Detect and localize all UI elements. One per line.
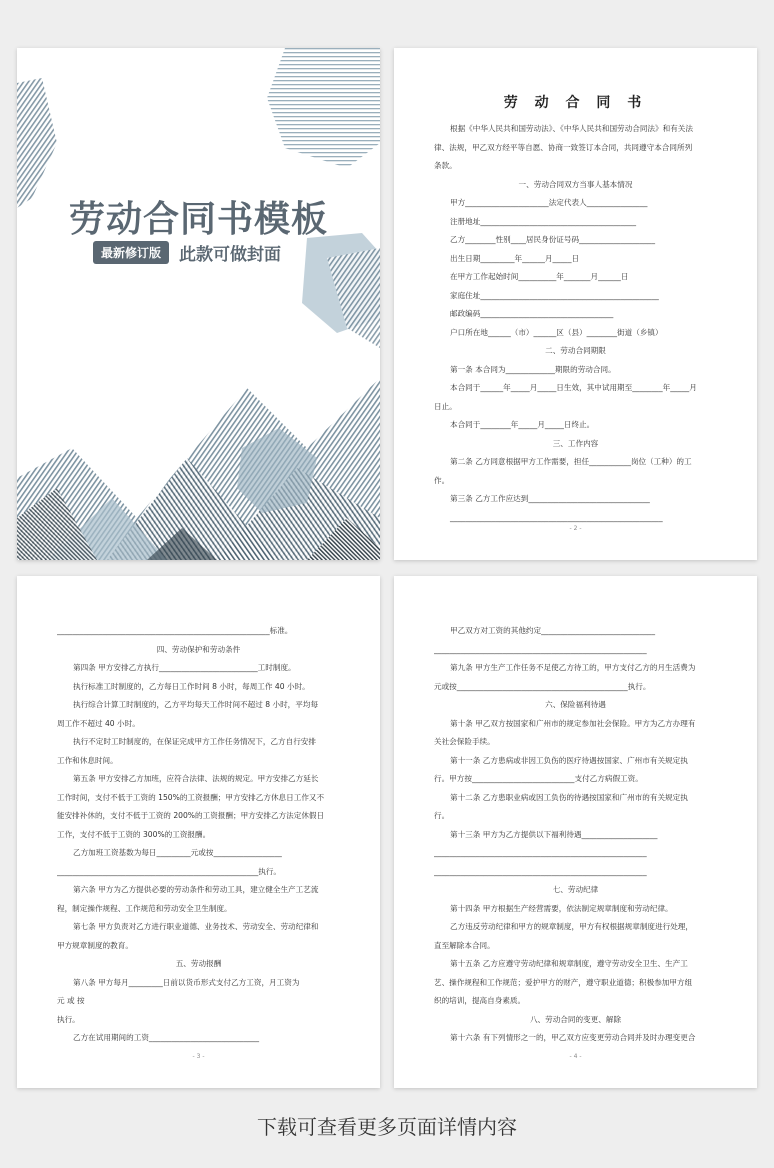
text-line: 邮政编码___________________________________ [450,309,614,318]
section-heading: 六、保险福利待遇 [545,700,606,709]
text-line: 行。甲方按___________________________支付乙方病假工资。 [434,774,643,783]
text-line: 第五条 甲方安排乙方加班，应符合法律、法规的规定。甲方安排乙方延长 [73,774,319,783]
text-line: 关社会保险手续。 [434,737,495,746]
section-heading: 三、工作内容 [552,438,599,448]
document-page-4 [394,576,757,1088]
text-line: 第八条 甲方每月_________日前以货币形式支付乙方工资，月工资为 [73,977,300,987]
text-line: 第三条 乙方工作应达到________________________________ [450,494,650,503]
section-heading: 四、劳动保护和劳动条件 [156,644,241,654]
cover-page [17,48,380,560]
download-prompt-text: 下载可查看更多页面详情内容 [257,1115,517,1139]
revision-badge: 最新修订版 [93,241,169,264]
section-heading: 五、劳动报酬 [175,959,222,968]
text-line: 注册地址_________________________________________ [450,216,637,226]
text-line: 艺、操作规程和工作规范；爱护甲方的财产，遵守职业道德；积极参加甲方组 [434,977,693,987]
text-line: 甲方______________________法定代表人________________ [450,198,648,207]
cover-subtitle: 此款可做封面 [179,244,282,265]
document-page-2 [394,48,757,560]
text-line: ________________________________________________________ [434,644,647,654]
cover-subtitle-row [93,240,281,264]
text-line: 程，制定操作规程、工作规范和劳动安全卫生制度。 [57,903,232,913]
text-line: 户口所在地______（市）______区（县）________街道（乡镇） [450,327,663,337]
text-line: 第十三条 甲方为乙方提供以下福利待遇____________________ [450,829,658,839]
section-heading: 一、劳动合同双方当事人基本情况 [518,179,633,189]
text-line: 家庭住址_______________________________________________ [450,290,659,300]
text-line: 律、法规，甲乙双方经平等自愿、协商一致签订本合同，共同遵守本合同所列 [434,142,693,152]
text-line: 第十一条 乙方患病或非因工负伤的医疗待遇按国家、广州市有关规定执 [450,755,688,765]
text-line: 直至解除本合同。 [434,940,495,950]
text-line: 第十四条 甲方根据生产经营需要，依法制定规章制度和劳动纪律。 [450,903,673,913]
cover-title: 劳动合同书模板 [68,199,328,240]
text-line: 行。 [434,811,450,820]
cover-geometric-pattern [17,48,380,560]
text-line: _____________________________________________________执行。 [57,866,282,876]
page-number: - 3 - [192,1053,205,1060]
text-line: 元 或 按 [57,996,85,1005]
text-line: 出生日期_________年______月_____日 [450,253,580,263]
text-line: 工作和休息时间。 [57,755,118,765]
text-line: 工作时间，支付不低于工资的 150%的工资报酬；甲方安排乙方休息日工作又不 [57,792,325,802]
page-number: - 4 - [569,1053,582,1060]
contract-title: 劳 动 合 同 书 [503,95,648,111]
document-page-3 [17,576,380,1088]
text-line: ________________________________________________________标准。 [57,626,293,635]
section-heading: 二、劳动合同期限 [545,346,606,355]
text-line: 第十二条 乙方患职业病或因工负伤的待遇按国家和广州市的有关规定执 [450,792,688,802]
text-line: 在甲方工作起始时间__________年_______月______日 [450,272,629,281]
text-line: 乙方加班工资基数为每日_________元或按__________________ [73,848,282,857]
text-line: 作。 [434,475,450,485]
section-heading: 八、劳动合同的变更、解除 [529,1014,622,1024]
page-2-text [434,120,717,527]
text-line: 乙方在试用期间的工资_____________________________ [73,1033,260,1042]
section-heading: 七、劳动纪律 [552,885,599,894]
text-line: 乙方________性别____居民身份证号码____________________ [450,235,656,244]
text-line: 本合同于______年_____月_____日生效，其中试用期至________年_____月 [450,383,697,392]
text-line: 第六条 甲方为乙方提供必要的劳动条件和劳动工具，建立健全生产工艺流 [73,885,319,894]
text-line: 执行。 [57,1014,80,1024]
text-line: 第七条 甲方负责对乙方进行职业道德、业务技术、劳动安全、劳动纪律和 [73,922,319,931]
text-line: 第二条 乙方同意根据甲方工作需要，担任___________岗位（工种）的工 [450,457,692,466]
text-line: 第十条 甲乙双方按国家和广州市的规定参加社会保险。甲方为乙方办理有 [450,718,696,728]
text-line: 执行标准工时制度的，乙方每日工作时间 8 小时，每周工作 40 小时。 [73,681,310,691]
page-3-text [57,622,340,1048]
text-line: ________________________________________________________ [434,848,647,857]
text-line: 能安排补休的，支付不低于工资的 200%的工资报酬；甲方安排乙方法定休假日 [57,811,325,820]
page-number: - 2 - [569,525,582,532]
text-line: 第九条 甲方生产工作任务不足使乙方待工的，甲方支付乙方的月生活费为 [450,663,696,672]
text-line: 元或按_____________________________________________执行。 [434,681,651,691]
text-line: 日止。 [434,401,457,411]
text-line: 条款。 [434,161,457,170]
text-line: ________________________________________________________ [450,512,663,522]
text-line: 执行综合计算工时制度的，乙方平均每天工作时间不超过 8 小时，平均每 [73,700,319,709]
text-line: ________________________________________________________ [434,866,647,876]
text-line: 第十五条 乙方应遵守劳动纪律和规章制度，遵守劳动安全卫生、生产工 [450,959,688,968]
text-line: 第一条 本合同为_____________期限的劳动合同。 [450,364,616,374]
text-line: 周工作不超过 40 小时。 [57,718,140,728]
text-line: 甲乙双方对工资的其他约定______________________________ [450,626,656,635]
text-line: 根据《中华人民共和国劳动法》、《中华人民共和国劳动合同法》和有关法 [450,124,693,133]
text-line: 第十六条 有下列情形之一的，甲乙双方应变更劳动合同并及时办理变更合 [450,1033,696,1042]
text-line: 甲方规章制度的教育。 [57,940,133,950]
page-4-text [434,622,717,1048]
text-line: 工作，支付不低于工资的 300%的工资报酬。 [57,829,211,839]
text-line: 织的培训，提高自身素质。 [434,996,526,1005]
text-line: 乙方违反劳动纪律和甲方的规章制度，甲方有权根据规章制度进行处理， [450,922,693,931]
text-line: 执行不定时工时制度的，在保证完成甲方工作任务情况下，乙方自行安排 [73,737,316,746]
text-line: 第四条 甲方安排乙方执行__________________________工时制度。 [73,663,296,672]
text-line: 本合同于________年_____月_____日终止。 [450,420,595,429]
